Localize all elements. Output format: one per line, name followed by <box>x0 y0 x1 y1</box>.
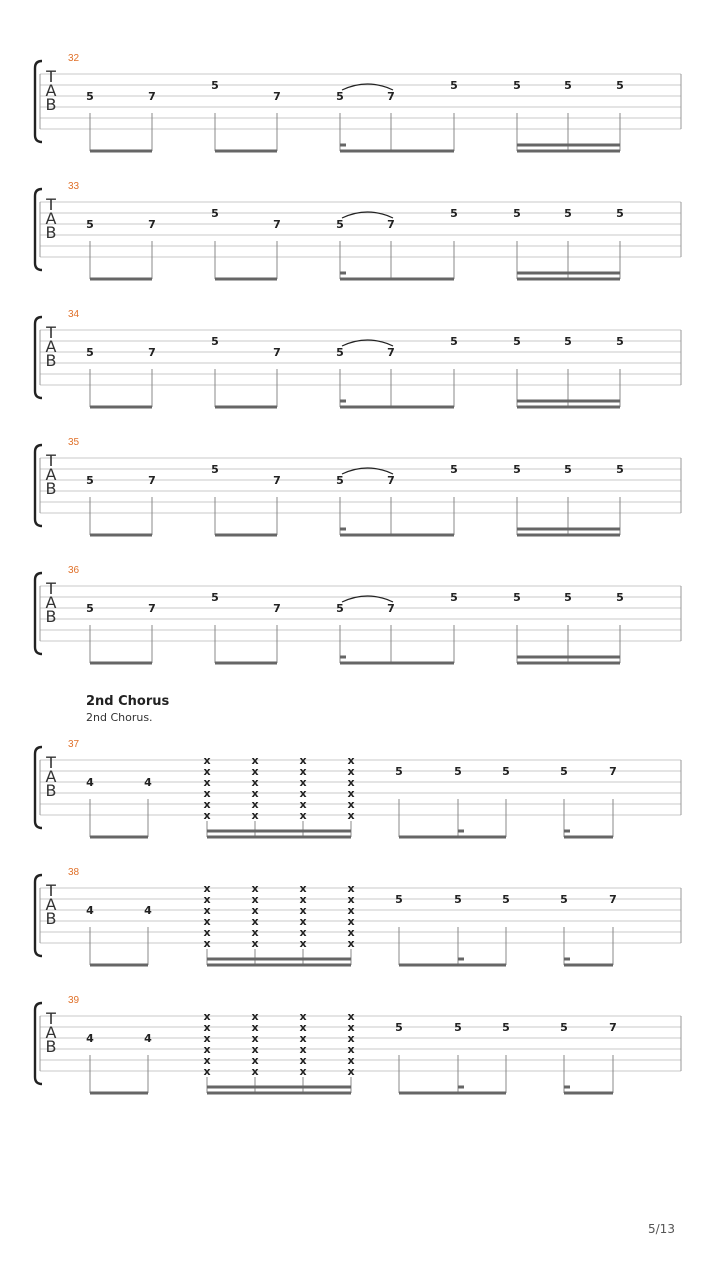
dead-note: x <box>347 1054 355 1067</box>
page-number: 5/13 <box>648 1222 675 1236</box>
tab-clef-letter: B <box>45 781 57 800</box>
fret-number: 5 <box>564 207 572 220</box>
dead-note: x <box>347 1032 355 1045</box>
dead-note: x <box>299 1043 307 1056</box>
dead-note: x <box>299 1032 307 1045</box>
dead-note: x <box>203 765 211 778</box>
fret-number: 7 <box>387 90 395 103</box>
fret-number: 5 <box>211 463 219 476</box>
fret-number: 7 <box>609 893 617 906</box>
dead-note: x <box>251 926 259 939</box>
beam <box>215 278 277 281</box>
tab-clef-letter: T <box>46 579 56 598</box>
tab-system-34 <box>35 309 681 409</box>
dead-note: x <box>299 798 307 811</box>
fret-number: 5 <box>211 79 219 92</box>
dead-note: x <box>203 1065 211 1078</box>
measure-number: 35 <box>68 437 80 448</box>
beam <box>207 964 351 967</box>
tab-clef-letter: A <box>45 209 57 228</box>
fret-number: 7 <box>273 90 281 103</box>
dead-note: x <box>203 915 211 928</box>
fret-number: 4 <box>144 904 152 917</box>
beam <box>517 278 620 281</box>
beam-stub <box>340 656 346 659</box>
beam <box>564 964 613 967</box>
dead-note: x <box>251 904 259 917</box>
tab-clef-letter: T <box>46 67 56 86</box>
fret-number: 5 <box>502 893 510 906</box>
fret-number: 5 <box>560 765 568 778</box>
dead-note: x <box>347 882 355 895</box>
fret-number: 4 <box>144 776 152 789</box>
fret-number: 5 <box>454 893 462 906</box>
dead-note: x <box>347 1043 355 1056</box>
system-bracket <box>35 317 42 398</box>
tab-clef-letter: A <box>45 1023 57 1042</box>
dead-note: x <box>251 1010 259 1023</box>
dead-note: x <box>299 1021 307 1034</box>
measure-number: 36 <box>68 565 80 576</box>
fret-number: 7 <box>387 602 395 615</box>
dead-note: x <box>203 926 211 939</box>
fret-number: 5 <box>86 346 94 359</box>
fret-number: 5 <box>336 602 344 615</box>
system-bracket <box>35 189 42 270</box>
fret-number: 7 <box>387 474 395 487</box>
dead-note: x <box>299 754 307 767</box>
fret-number: 5 <box>395 893 403 906</box>
dead-note: x <box>251 1021 259 1034</box>
fret-number: 5 <box>450 591 458 604</box>
fret-number: 7 <box>273 602 281 615</box>
measure-number: 34 <box>68 309 80 320</box>
dead-note: x <box>251 1054 259 1067</box>
fret-number: 7 <box>273 474 281 487</box>
fret-number: 5 <box>564 335 572 348</box>
fret-number: 5 <box>336 474 344 487</box>
dead-note: x <box>251 1043 259 1056</box>
tab-clef-letter: A <box>45 767 57 786</box>
tab-clef-letter: B <box>45 607 57 626</box>
fret-number: 5 <box>211 335 219 348</box>
dead-note: x <box>251 776 259 789</box>
dead-note: x <box>203 904 211 917</box>
measure-number: 39 <box>68 995 80 1006</box>
beam-stub <box>458 1086 464 1089</box>
beam <box>340 662 454 665</box>
fret-number: 5 <box>616 79 624 92</box>
system-bracket <box>35 747 42 828</box>
beam <box>90 662 152 665</box>
beam-stub <box>564 830 570 833</box>
dead-note: x <box>203 1010 211 1023</box>
beam <box>517 406 620 409</box>
beam <box>517 662 620 665</box>
fret-number: 5 <box>513 207 521 220</box>
beam <box>517 400 620 403</box>
fret-number: 4 <box>144 1032 152 1045</box>
fret-number: 5 <box>502 1021 510 1034</box>
fret-number: 7 <box>148 218 156 231</box>
dead-note: x <box>347 1021 355 1034</box>
dead-note: x <box>203 1043 211 1056</box>
beam <box>215 534 277 537</box>
fret-number: 5 <box>86 474 94 487</box>
tab-clef-letter: A <box>45 337 57 356</box>
beam <box>90 1092 148 1095</box>
system-bracket <box>35 573 42 654</box>
beam <box>215 406 277 409</box>
fret-number: 7 <box>273 346 281 359</box>
fret-number: 5 <box>454 1021 462 1034</box>
dead-note: x <box>299 1010 307 1023</box>
dead-note: x <box>299 893 307 906</box>
tab-system-38 <box>35 867 681 967</box>
fret-number: 5 <box>513 463 521 476</box>
tab-clef-letter: A <box>45 895 57 914</box>
tab-clef-letter: T <box>46 451 56 470</box>
beam <box>207 1086 351 1089</box>
fret-number: 5 <box>513 335 521 348</box>
dead-note: x <box>251 1032 259 1045</box>
dead-note: x <box>203 893 211 906</box>
tab-clef-letter: T <box>46 1009 56 1028</box>
beam <box>340 150 454 153</box>
tab-clef-letter: T <box>46 881 56 900</box>
fret-number: 7 <box>273 218 281 231</box>
system-bracket <box>35 1003 42 1084</box>
dead-note: x <box>251 765 259 778</box>
dead-note: x <box>347 937 355 950</box>
beam <box>564 836 613 839</box>
dead-note: x <box>251 1065 259 1078</box>
fret-number: 5 <box>616 335 624 348</box>
fret-number: 5 <box>564 463 572 476</box>
tab-clef-letter: B <box>45 1037 57 1056</box>
tab-clef-letter: B <box>45 479 57 498</box>
tab-system-39 <box>35 995 681 1095</box>
dead-note: x <box>299 765 307 778</box>
fret-number: 5 <box>513 591 521 604</box>
fret-number: 5 <box>450 335 458 348</box>
fret-number: 5 <box>450 463 458 476</box>
beam <box>340 278 454 281</box>
section-title: 2nd Chorus <box>86 694 170 709</box>
fret-number: 5 <box>336 346 344 359</box>
beam <box>207 958 351 961</box>
dead-note: x <box>299 787 307 800</box>
tab-clef-letter: B <box>45 95 57 114</box>
dead-note: x <box>251 915 259 928</box>
beam <box>399 964 506 967</box>
fret-number: 5 <box>564 591 572 604</box>
tab-clef-letter: B <box>45 909 57 928</box>
fret-number: 5 <box>450 207 458 220</box>
beam-stub <box>458 830 464 833</box>
fret-number: 5 <box>86 602 94 615</box>
dead-note: x <box>203 776 211 789</box>
dead-note: x <box>299 937 307 950</box>
fret-number: 4 <box>86 904 94 917</box>
dead-note: x <box>347 1010 355 1023</box>
dead-note: x <box>251 882 259 895</box>
fret-number: 4 <box>86 1032 94 1045</box>
tab-system-35 <box>35 437 681 537</box>
beam <box>517 528 620 531</box>
dead-note: x <box>251 937 259 950</box>
fret-number: 5 <box>564 79 572 92</box>
fret-number: 5 <box>336 218 344 231</box>
fret-number: 5 <box>211 591 219 604</box>
tab-clef-letter: A <box>45 81 57 100</box>
fret-number: 5 <box>616 463 624 476</box>
dead-note: x <box>203 1021 211 1034</box>
beam <box>399 836 506 839</box>
beam <box>340 406 454 409</box>
measure-number: 38 <box>68 867 80 878</box>
fret-number: 5 <box>513 79 521 92</box>
dead-note: x <box>347 1065 355 1078</box>
tab-clef-letter: T <box>46 195 56 214</box>
beam-stub <box>340 272 346 275</box>
dead-note: x <box>203 798 211 811</box>
beam <box>90 964 148 967</box>
dead-note: x <box>251 798 259 811</box>
fret-number: 5 <box>450 79 458 92</box>
beam <box>517 534 620 537</box>
system-bracket <box>35 875 42 956</box>
dead-note: x <box>347 765 355 778</box>
fret-number: 5 <box>502 765 510 778</box>
dead-note: x <box>299 904 307 917</box>
fret-number: 7 <box>148 90 156 103</box>
beam <box>207 836 351 839</box>
dead-note: x <box>347 893 355 906</box>
beam <box>90 150 152 153</box>
measure-number: 32 <box>68 53 80 64</box>
beam-stub <box>340 528 346 531</box>
beam <box>90 534 152 537</box>
measure-number: 37 <box>68 739 80 750</box>
fret-number: 5 <box>336 90 344 103</box>
beam <box>340 534 454 537</box>
dead-note: x <box>203 1032 211 1045</box>
tab-system-37 <box>35 739 681 839</box>
fret-number: 5 <box>560 1021 568 1034</box>
fret-number: 4 <box>86 776 94 789</box>
beam <box>207 830 351 833</box>
dead-note: x <box>347 754 355 767</box>
beam <box>90 278 152 281</box>
dead-note: x <box>251 754 259 767</box>
tab-system-36 <box>35 565 681 665</box>
beam-stub <box>458 958 464 961</box>
dead-note: x <box>347 776 355 789</box>
system-bracket <box>35 445 42 526</box>
fret-number: 7 <box>609 1021 617 1034</box>
dead-note: x <box>203 937 211 950</box>
dead-note: x <box>299 1065 307 1078</box>
beam <box>90 406 152 409</box>
dead-note: x <box>251 787 259 800</box>
beam <box>517 656 620 659</box>
fret-number: 5 <box>86 90 94 103</box>
fret-number: 7 <box>609 765 617 778</box>
beam-stub <box>340 144 346 147</box>
dead-note: x <box>347 904 355 917</box>
beam <box>215 662 277 665</box>
dead-note: x <box>299 809 307 822</box>
dead-note: x <box>347 787 355 800</box>
tab-system-33 <box>35 181 681 281</box>
beam <box>90 836 148 839</box>
tab-clef-letter: T <box>46 753 56 772</box>
dead-note: x <box>299 926 307 939</box>
fret-number: 7 <box>148 474 156 487</box>
beam-stub <box>564 958 570 961</box>
fret-number: 7 <box>148 602 156 615</box>
beam <box>215 150 277 153</box>
dead-note: x <box>347 915 355 928</box>
beam <box>564 1092 613 1095</box>
beam <box>399 1092 506 1095</box>
tab-clef-letter: A <box>45 593 57 612</box>
dead-note: x <box>203 1054 211 1067</box>
fret-number: 7 <box>387 346 395 359</box>
fret-number: 5 <box>395 1021 403 1034</box>
fret-number: 5 <box>616 207 624 220</box>
tab-clef-letter: A <box>45 465 57 484</box>
dead-note: x <box>299 882 307 895</box>
dead-note: x <box>347 798 355 811</box>
measure-number: 33 <box>68 181 80 192</box>
beam <box>517 272 620 275</box>
beam-stub <box>340 400 346 403</box>
dead-note: x <box>203 754 211 767</box>
dead-note: x <box>347 809 355 822</box>
fret-number: 5 <box>560 893 568 906</box>
section-subtitle: 2nd Chorus. <box>86 711 153 724</box>
fret-number: 5 <box>616 591 624 604</box>
dead-note: x <box>299 915 307 928</box>
dead-note: x <box>347 926 355 939</box>
tab-clef-letter: B <box>45 223 57 242</box>
beam <box>207 1092 351 1095</box>
fret-number: 5 <box>395 765 403 778</box>
beam <box>517 144 620 147</box>
dead-note: x <box>251 809 259 822</box>
system-bracket <box>35 61 42 142</box>
tab-clef-letter: B <box>45 351 57 370</box>
tab-system-32 <box>35 53 681 153</box>
beam <box>517 150 620 153</box>
tab-clef-letter: T <box>46 323 56 342</box>
fret-number: 7 <box>148 346 156 359</box>
fret-number: 5 <box>86 218 94 231</box>
dead-note: x <box>203 787 211 800</box>
fret-number: 5 <box>211 207 219 220</box>
dead-note: x <box>299 1054 307 1067</box>
dead-note: x <box>203 882 211 895</box>
dead-note: x <box>203 809 211 822</box>
fret-number: 5 <box>454 765 462 778</box>
fret-number: 7 <box>387 218 395 231</box>
beam-stub <box>564 1086 570 1089</box>
dead-note: x <box>299 776 307 789</box>
dead-note: x <box>251 893 259 906</box>
